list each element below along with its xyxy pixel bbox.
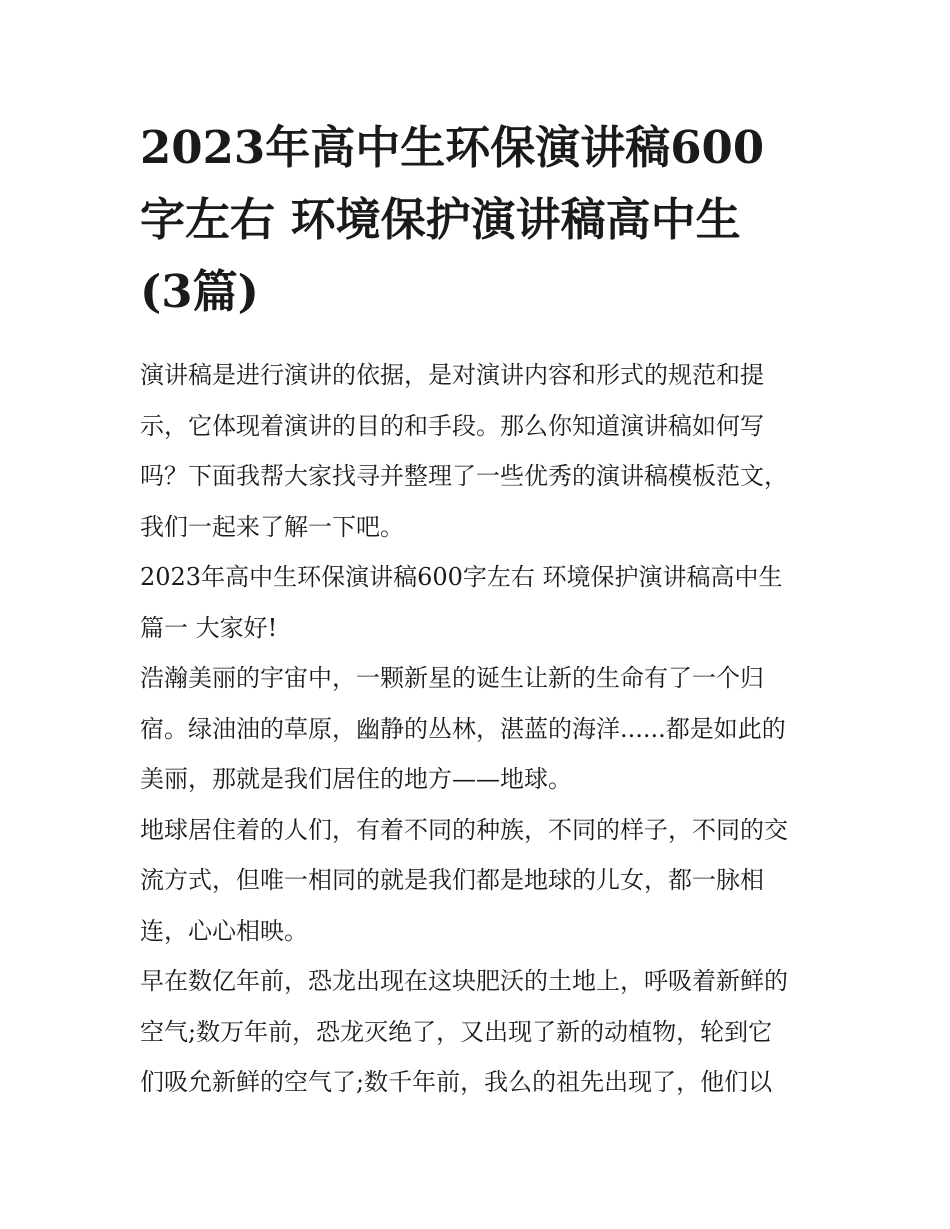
text-line: 早在数亿年前，恐龙出现在这块肥沃的土地上，呼吸着新鲜的 xyxy=(140,967,788,995)
intro-paragraph xyxy=(140,350,820,552)
body-paragraph xyxy=(140,956,820,1108)
text-line: 浩瀚美丽的宇宙中，一颗新星的诞生让新的生命有了一个归 xyxy=(140,664,764,692)
text-line: 我们一起来了解一下吧。 xyxy=(140,512,404,541)
text-line: 示，它体现着演讲的目的和手段。那么你知道演讲稿如何写 xyxy=(140,411,764,440)
text-line: 美丽，那就是我们居住的地方——地球。 xyxy=(140,765,572,793)
title-line-2: 字左右 环境保护演讲稿高中生 xyxy=(140,193,741,246)
title-line-1: 2023年高中生环保演讲稿600 xyxy=(140,121,765,174)
title-line-3: (3篇) xyxy=(140,265,259,318)
section-heading-paragraph xyxy=(140,552,820,653)
text-line: 演讲稿是进行演讲的依据，是对演讲内容和形式的规范和提 xyxy=(140,361,764,389)
text-line: 流方式，但唯一相同的就是我们都是地球的儿女，都一脉相 xyxy=(140,866,764,894)
text-line: 连，心心相映。 xyxy=(140,916,308,945)
body-paragraph xyxy=(140,805,820,957)
body-paragraph xyxy=(140,653,820,805)
text-line: 2023年高中生环保演讲稿600字左右 环境保护演讲稿高中生 xyxy=(140,563,783,591)
text-line: 们吸允新鲜的空气了;数千年前，我么的祖先出现了，他们以 xyxy=(140,1068,773,1096)
text-line: 空气;数万年前，恐龙灭绝了，又出现了新的动植物，轮到它 xyxy=(140,1017,773,1046)
text-line: 篇一 大家好! xyxy=(140,613,278,642)
text-line: 宿。绿油油的草原，幽静的丛林，湛蓝的海洋......都是如此的 xyxy=(140,714,786,743)
document-title xyxy=(140,112,820,328)
document-page xyxy=(140,112,820,1108)
text-line: 吗？下面我帮大家找寻并整理了一些优秀的演讲稿模板范文， xyxy=(140,462,788,490)
text-line: 地球居住着的人们，有着不同的种族，不同的样子，不同的交 xyxy=(140,815,788,844)
